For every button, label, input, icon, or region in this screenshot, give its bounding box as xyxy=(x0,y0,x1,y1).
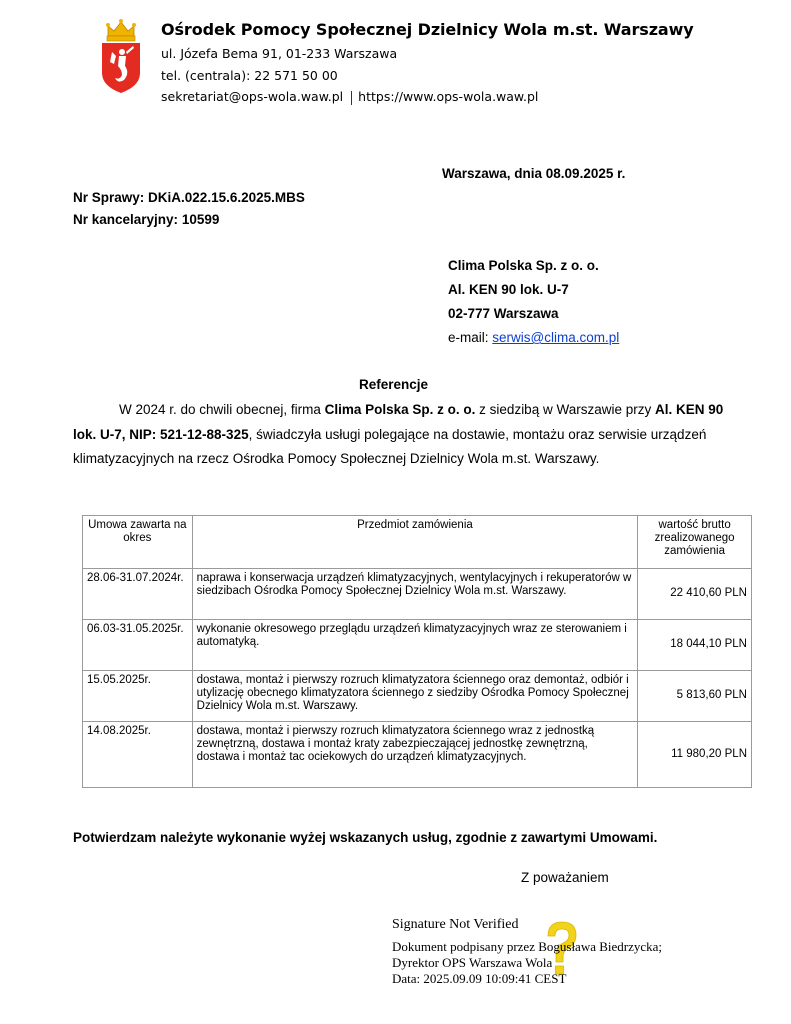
table-row xyxy=(83,671,752,722)
row-value: 22 410,60 PLN xyxy=(638,569,752,620)
recipient-email-link[interactable]: serwis@clima.com.pl xyxy=(492,330,620,345)
case-number: DKiA.022.15.6.2025.MBS xyxy=(148,190,305,205)
recipient-email-label: e-mail: xyxy=(448,330,489,345)
signature-signed-by: Dokument podpisany przez Bogusława Biedrzycka; xyxy=(392,939,663,954)
recipient-street: Al. KEN 90 lok. U-7 xyxy=(448,282,569,297)
paragraph-text-1: W 2024 r. do chwili obecnej, firma xyxy=(119,402,321,417)
recipient-city: 02-777 Warszawa xyxy=(448,306,559,321)
case-number-label: Nr Sprawy: xyxy=(73,190,145,205)
table-row xyxy=(83,569,752,620)
signature-role: Dyrektor OPS Warszawa Wola xyxy=(392,955,553,970)
signature-date: Data: 2025.09.09 10:09:41 CEST xyxy=(392,971,567,986)
org-contact-line xyxy=(161,89,538,105)
divider xyxy=(351,91,352,105)
recipient-email-line xyxy=(448,330,619,345)
paragraph-text-2: z siedzibą w Warszawie przy xyxy=(479,402,652,417)
row-date: 14.08.2025r. xyxy=(83,722,193,788)
reference-paragraph xyxy=(73,398,733,472)
org-website[interactable]: https://www.ops-wola.waw.pl xyxy=(358,89,539,104)
table-header-row xyxy=(83,516,752,569)
row-subject: dostawa, montaż i pierwszy rozruch klimatyzatora ściennego wraz z jednostką zewnętrzną, dostawa i montaż kraty zabezpieczającej jednostkę zewnętrzną, dostawa i montaż tac ociekowych do urządzeń klimatyzacyjnych. xyxy=(192,722,638,788)
paragraph-address: Al. KEN 90 lok. U-7, NIP: 521-12-88-325 xyxy=(73,402,724,442)
header-value: wartość brutto zrealizowanego zamówienia xyxy=(638,516,752,569)
recipient-name: Clima Polska Sp. z o. o. xyxy=(448,258,599,273)
org-name: Ośrodek Pomocy Społecznej Dzielnicy Wola m.st. Warszawy xyxy=(161,20,694,39)
warsaw-coat-of-arms-icon xyxy=(100,18,142,94)
row-value: 18 044,10 PLN xyxy=(638,620,752,671)
signature-status: Signature Not Verified xyxy=(392,917,519,932)
header-subject: Przedmiot zamówienia xyxy=(192,516,638,569)
row-date: 06.03-31.05.2025r. xyxy=(83,620,193,671)
org-phone: tel. (centrala): 22 571 50 00 xyxy=(161,68,338,83)
office-number-label: Nr kancelaryjny: xyxy=(73,212,179,227)
office-number: 10599 xyxy=(181,212,220,227)
paragraph-text-3: , świadczyła usługi polegające na dostawie, montażu oraz serwisie urządzeń klimatyzacyjnych na rzecz Ośrodka Pomocy Społecznej Dzielnicy Wola m.st. Warszawy. xyxy=(73,426,707,466)
case-number-line xyxy=(73,190,305,205)
table-row xyxy=(83,620,752,671)
row-value: 5 813,60 PLN xyxy=(638,671,752,722)
org-address: ul. Józefa Bema 91, 01-233 Warszawa xyxy=(161,46,398,61)
row-subject: dostawa, montaż i pierwszy rozruch klimatyzatora ściennego oraz demontaż, odbiór i utylizację obecnego klimatyzatora ściennego z siedziby Ośrodka Pomocy Społecznej Dzielnicy Wola m.st. Warszawy. xyxy=(192,671,638,722)
row-date: 15.05.2025r. xyxy=(83,671,193,722)
document-heading: Referencje xyxy=(359,377,429,392)
office-number-line xyxy=(73,212,219,227)
row-subject: naprawa i konserwacja urządzeń klimatyzacyjnych, wentylacyjnych i rekuperatorów w siedzibach Ośrodka Pomocy Społecznej Dzielnicy Wola m.st. Warszawy. xyxy=(192,569,638,620)
place-date: Warszawa, dnia 08.09.2025 r. xyxy=(442,166,626,181)
row-date: 28.06-31.07.2024r. xyxy=(83,569,193,620)
org-email[interactable]: sekretariat@ops-wola.waw.pl xyxy=(161,89,344,104)
row-subject: wykonanie okresowego przeglądu urządzeń klimatyzacyjnych wraz ze sterowaniem i automatyką. xyxy=(192,620,638,671)
paragraph-company: Clima Polska Sp. z o. o. xyxy=(324,402,476,417)
row-value: 11 980,20 PLN xyxy=(638,722,752,788)
regards-text: Z poważaniem xyxy=(521,870,609,885)
confirmation-text: Potwierdzam należyte wykonanie wyżej wskazanych usług, zgodnie z zawartymi Umowami. xyxy=(73,830,658,845)
header-date: Umowa zawarta na okres xyxy=(83,516,193,569)
references-table xyxy=(82,515,752,788)
table-row xyxy=(83,722,752,788)
